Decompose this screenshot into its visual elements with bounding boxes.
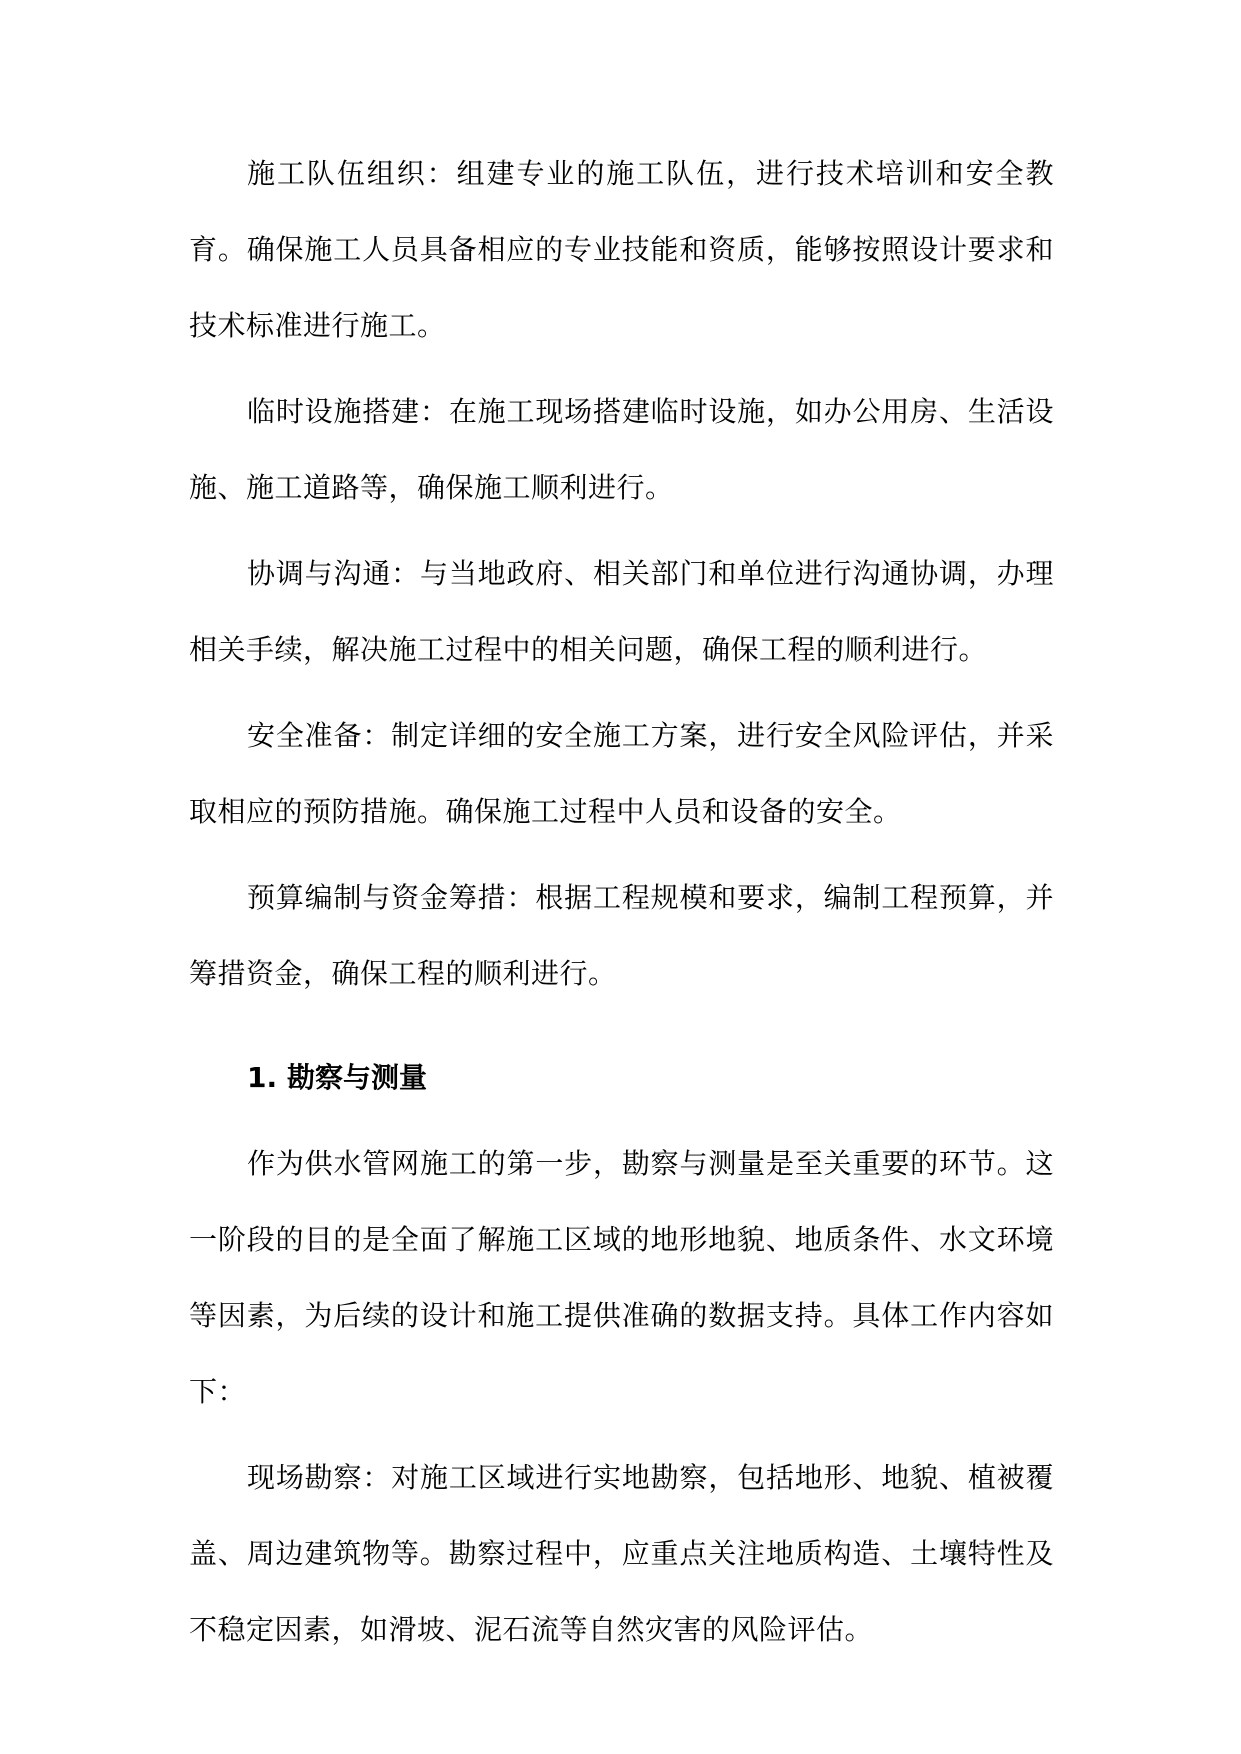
- document-body: [189, 136, 1054, 1678]
- section-heading: [189, 1040, 1054, 1116]
- paragraph-construction-team: 施工队伍组织：组建专业的施工队伍，进行技术培训和安全教育。确保施工人员具备相应的专业技能和资质，能够按照设计要求和技术标准进行施工。: [189, 157, 1054, 342]
- section-number: 1.: [247, 1061, 278, 1094]
- paragraph-survey-intro: 作为供水管网施工的第一步，勘察与测量是至关重要的环节。这一阶段的目的是全面了解施工区域的地形地貌、地质条件、水文环境等因素，为后续的设计和施工提供准确的数据支持。具体工作内容如下：: [189, 1147, 1054, 1408]
- paragraph-safety-preparation: 安全准备：制定详细的安全施工方案，进行安全风险评估，并采取相应的预防措施。确保施工过程中人员和设备的安全。: [189, 719, 1054, 828]
- section-title: 勘察与测量: [287, 1061, 428, 1094]
- paragraph-temporary-facilities: 临时设施搭建：在施工现场搭建临时设施，如办公用房、生活设施、施工道路等，确保施工顺利进行。: [189, 395, 1054, 504]
- paragraph-budget: 预算编制与资金筹措：根据工程规模和要求，编制工程预算，并筹措资金，确保工程的顺利进行。: [189, 881, 1054, 990]
- paragraph-coordination: 协调与沟通：与当地政府、相关部门和单位进行沟通协调，办理相关手续，解决施工过程中的相关问题，确保工程的顺利进行。: [189, 557, 1054, 666]
- paragraph-site-survey: 现场勘察：对施工区域进行实地勘察，包括地形、地貌、植被覆盖、周边建筑物等。勘察过程中，应重点关注地质构造、土壤特性及不稳定因素，如滑坡、泥石流等自然灾害的风险评估。: [189, 1461, 1054, 1646]
